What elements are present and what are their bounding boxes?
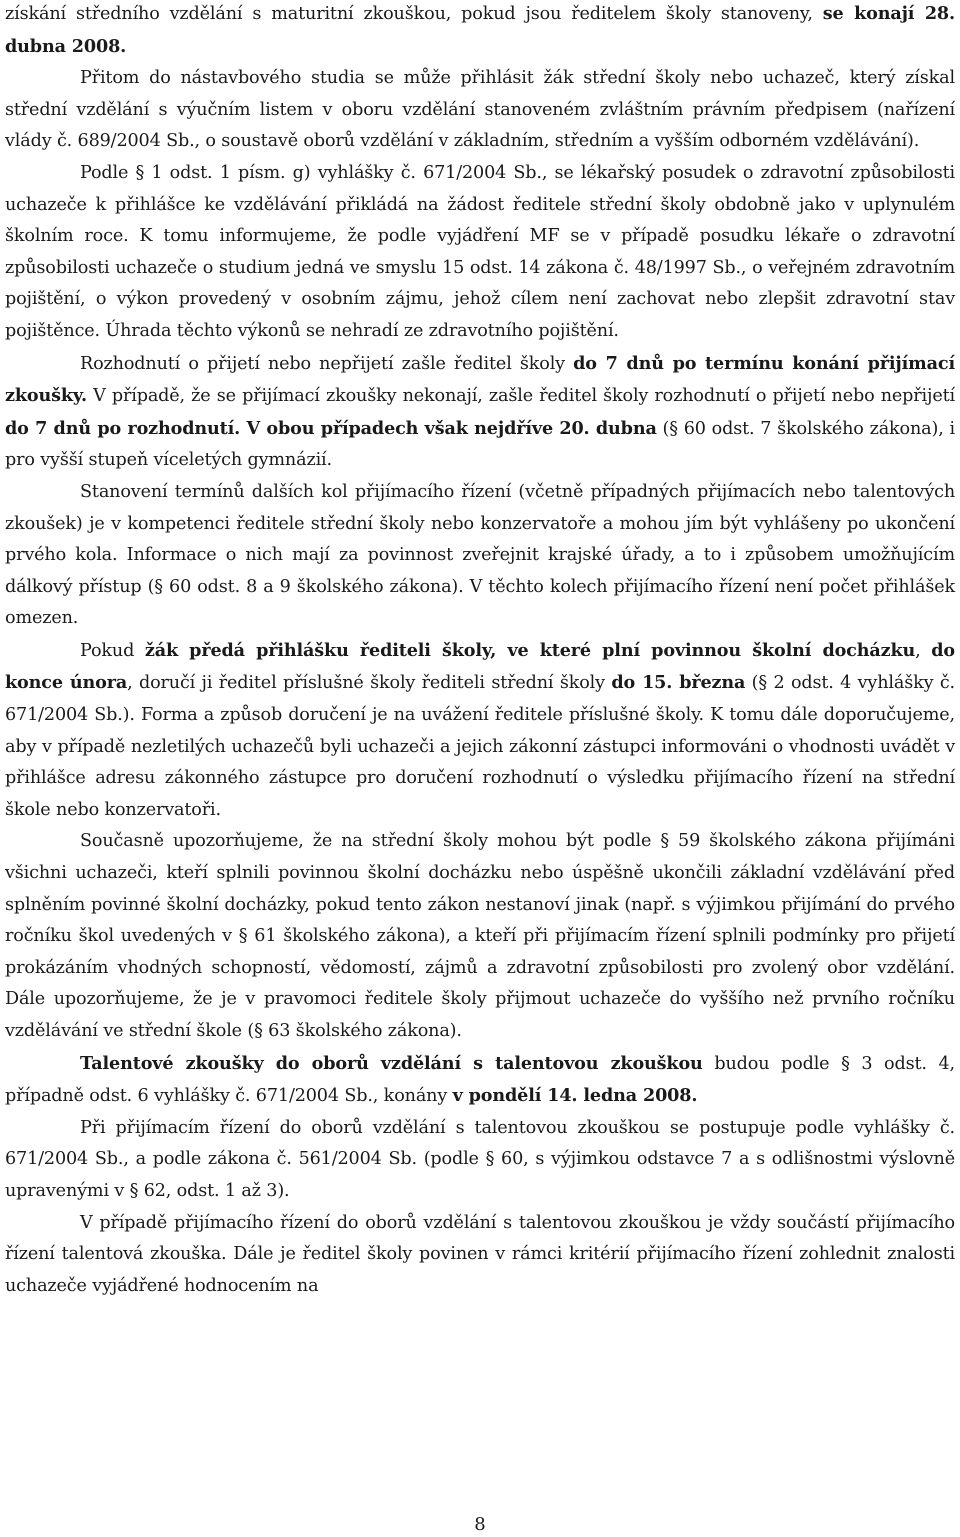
bold-text-run: do konce února — [5, 639, 956, 694]
text-run: V případě přijímacího řízení do oborů vzdělání s talentovou zkouškou je vždy součástí přijímacího řízení talentová zkouška. Dále je ředitel školy povinen v rámci kritérií přijímacího řízení zohlednit znalosti uchazeče vyjádřené hodnocením na — [5, 1212, 955, 1296]
paragraph-3 — [5, 348, 955, 477]
document-body — [5, 0, 955, 1302]
bold-text-run: do 15. března — [611, 672, 746, 694]
text-run: (§ 2 odst. 4 vyhlášky č. 671/2004 Sb.). Forma a způsob doručení je na uvážení ředitele příslušné školy. K tomu dále doporučujeme, aby v případě nezletilých uchazečů byli uchazeči a jejich zákonní zástupci informováni o vhodnosti uvádět v přihlášce adresu zákonného zástupce pro doručení rozhodnutí o výsledku přijímacího řízení na střední škole nebo konzervatoři. — [5, 673, 955, 820]
paragraph-7 — [5, 1048, 955, 1113]
text-run: , doručí ji ředitel příslušné školy řediteli střední školy — [127, 673, 612, 694]
bold-text-run: do 7 dnů po termínu konání přijímací zkoušky. — [5, 352, 955, 407]
bold-text-run: se konají 28. dubna 2008. — [5, 3, 955, 57]
text-run: získání středního vzdělání s maturitní zkouškou, pokud jsou ředitelem školy stanoveny, — [5, 4, 823, 24]
paragraph-2 — [5, 158, 955, 348]
text-run: Pokud — [80, 640, 145, 661]
paragraph-4 — [5, 477, 955, 635]
bold-text-run: do 7 dnů po rozhodnutí. V obou případech však nejdříve 20. dubna — [5, 417, 657, 439]
bold-text-run: v pondělí 14. ledna 2008. — [452, 1085, 698, 1107]
paragraph-9 — [5, 1208, 955, 1303]
text-run: Rozhodnutí o přijetí nebo nepřijetí zašle ředitel školy — [80, 353, 574, 374]
paragraph-8 — [5, 1113, 955, 1208]
text-run: Stanovení termínů dalších kol přijímacího řízení (včetně případných přijímacích nebo talentových zkoušek) je v kompetenci ředitele střední školy nebo konzervatoře a mohou jím být vyhlášeny po ukončení prvého kola. Informace o nich mají za povinnost zveřejnit krajské úřady, a to i způsobem umožňujícím dálkový přístup (§ 60 odst. 8 a 9 školského zákona). V těchto kolech přijímacího řízení není počet přihlášek omezen. — [5, 481, 955, 629]
text-run: budou podle § 3 odst. 4, případně odst. 6 vyhlášky č. 671/2004 Sb., konány — [5, 1053, 955, 1107]
text-run: , — [915, 640, 932, 661]
bold-text-run: Talentové zkoušky do oborů vzdělání s talentovou zkouškou — [80, 1052, 703, 1074]
page-number: 8 — [474, 1514, 486, 1535]
paragraph-0 — [5, 0, 955, 63]
paragraph-6 — [5, 826, 955, 1047]
bold-text-run: žák předá přihlášku řediteli školy, ve které plní povinnou školní docházku — [144, 639, 916, 661]
text-run: Při přijímacím řízení do oborů vzdělání s talentovou zkouškou se postupuje podle vyhlášky č. 671/2004 Sb., a podle zákona č. 561/2004 Sb. (podle § 60, s výjimkou odstavce 7 a s odlišnostmi výslovně upravenými v § 62, odst. 1 až 3). — [5, 1117, 955, 1201]
text-run: Podle § 1 odst. 1 písm. g) vyhlášky č. 671/2004 Sb., se lékařský posudek o zdravotní způsobilosti uchazeče k přihlášce ke vzdělávání přikládá na žádost ředitele střední školy obdobně jako v uplynulém školním roce. K tomu informujeme, že podle vyjádření MF se v případě posudku lékaře o zdravotní způsobilosti uchazeče o studium jedná ve smyslu 15 odst. 14 zákona č. 48/1997 Sb., o veřejném zdravotním pojištění, o výkon provedený v osobním zájmu, jehož cílem není zachovat nebo zlepšit zdravotní stav pojištěnce. Úhrada těchto výkonů se nehradí ze zdravotního pojištění. — [5, 162, 955, 341]
paragraph-1 — [5, 63, 955, 158]
text-run: Současně upozorňujeme, že na střední školy mohou být podle § 59 školského zákona přijímáni všichni uchazeči, kteří splnili povinnou školní docházku nebo úspěšně ukončili základní vzdělávání před splněním povinné školní docházky, pokud tento zákon nestanoví jinak (např. s výjimkou přijímání do prvého ročníku škol uvedených v § 61 školského zákona), a kteří při přijímacím řízení splnili podmínky pro přijetí prokázáním vhodných schopností, vědomostí, zájmů a zdravotní způsobilosti pro zvolený obor vzdělání. Dále upozorňujeme, že je v pravomoci ředitele školy přijmout uchazeče do vyššího než prvního ročníku vzdělávání ve střední škole (§ 63 školského zákona). — [5, 831, 955, 1041]
text-run: V případě, že se přijímací zkoušky nekonají, zašle ředitel školy rozhodnutí o přijetí nebo nepřijetí — [86, 386, 955, 407]
paragraph-5 — [5, 635, 955, 827]
text-run: Přitom do nástavbového studia se může přihlásit žák střední školy nebo uchazeč, který získal střední vzdělání s výučním listem v oboru vzdělání stanoveném zvláštním právním předpisem (nařízení vlády č. 689/2004 Sb., o soustavě oborů vzdělání v základním, středním a vyšším odborném vzdělávání). — [5, 68, 955, 152]
text-run: (§ 60 odst. 7 školského zákona), i pro vyšší stupeň víceletých gymnázií. — [5, 418, 955, 471]
